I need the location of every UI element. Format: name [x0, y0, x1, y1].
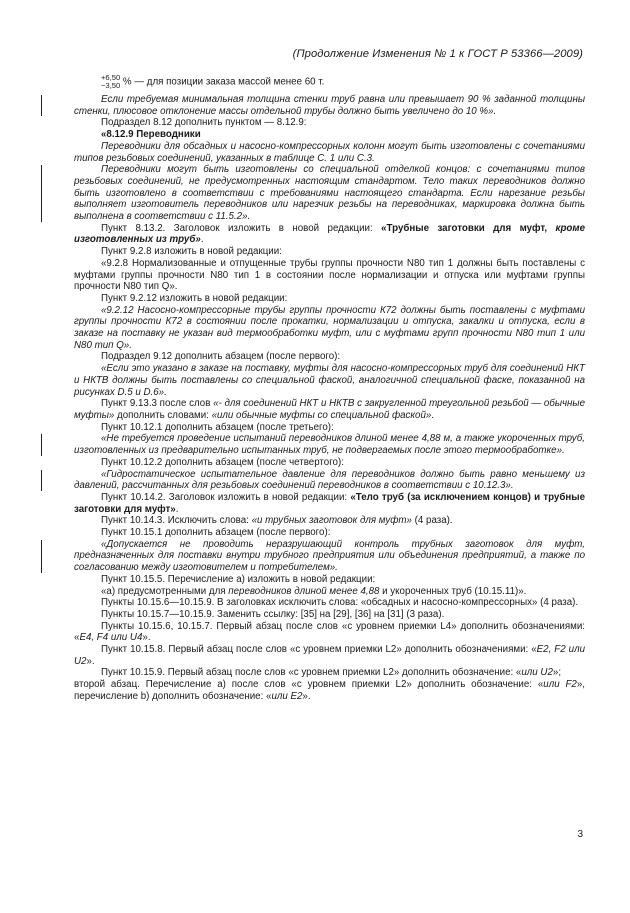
paragraph: «Допускается не проводить неразрушающий контроль трубных заготовок для муфт, предназначенных для поставки внутри трубного предприятия или объединения предприятий, а также по согласованию между изготовителем и потребителем».: [74, 538, 585, 574]
text: Пункты 10.15.6, 10.15.7. Первый абзац после слов «с уровнем приемки L4» дополнить обозначениями: «: [74, 620, 585, 644]
text: ».: [142, 632, 151, 644]
text: », перечисление b) дополнить обозначение: «: [74, 679, 585, 702]
paragraph: Пункт 9.2.8 изложить в новой редакции:: [101, 246, 282, 258]
tolerance-line: [74, 74, 585, 90]
paragraph: [74, 492, 585, 515]
paragraph: [74, 644, 585, 667]
paragraph: Если требуемая минимальная толщина стенки труб равна или превышает 90 % заданной толщины стенки, плюсовое отклонение массы отдельной трубы должно быть увеличено до 10 %».: [74, 94, 585, 117]
paragraph: Подраздел 9.12 дополнить абзацем (после первого):: [101, 351, 341, 363]
text: второй абзац. Перечисление а) после слов «с уровнем приемки L2» дополнить обозначение: «: [74, 679, 544, 691]
paragraph: Переводники для обсадных и насосно-компрессорных колонн могут быть изготовлены с сочетаниями типов резьбовых соединений, указанных в таблице С. 1 или С.3.: [74, 140, 585, 164]
text: и укороченных труб (10.15.11)».: [379, 585, 527, 597]
italic-text: Е2, F2 или U2: [74, 644, 585, 667]
document-body: [74, 74, 585, 703]
paragraph: Пункт 10.15.1 дополнить абзацем (после первого):: [101, 527, 331, 539]
paragraph: [74, 515, 585, 527]
bold-text: «Трубные заготовки для муфт,: [381, 222, 556, 234]
paragraph: Пункты 10.15.7—10.15.9. Заменить ссылку: [35] на [29], [36] на [31] (3 раза).: [101, 608, 445, 620]
paragraph: Пункт 10.15.5. Перечисление а) изложить в новой редакции:: [101, 573, 376, 585]
paragraph: [74, 223, 585, 246]
italic-text: или F2: [543, 679, 577, 691]
text: ».: [86, 655, 95, 667]
bold-text: «Тело труб (за исключением концов) и трубные заготовки для муфт»: [74, 491, 586, 515]
italic-text: или U2: [521, 667, 553, 679]
text: .: [175, 503, 179, 515]
italic-text: переводников длиной менее 4,88: [228, 585, 380, 597]
paragraph: «9.2.8 Нормализованные и отпущенные трубы группы прочности N80 тип 1 должны быть поставлены с муфтами группы прочности N80 тип 1 в состоянии после нормализации и отпуска или муфтами группы прочности N80 тип Q».: [74, 257, 585, 293]
text: .: [431, 409, 435, 421]
paragraph: Подраздел 8.12 дополнить пунктом — 8.12.9:: [101, 117, 307, 129]
paragraph: «Не требуется проведение испытаний переводников длиной менее 4,88 м, а также укороченных труб, изготовленных из предварительно испытанных труб, не подвергаемых после этого термообработке».: [74, 433, 585, 457]
paragraph: Пункты 10.15.6—10.15.9. В заголовках исключить слова: «обсадных и насосно-компрессорных» (4 раза).: [101, 597, 579, 609]
tolerance-plus: +6,50: [101, 73, 121, 82]
running-header: (Продолжение Изменения № 1 к ГОСТ Р 53366—2009): [292, 48, 583, 60]
text: ».: [302, 690, 311, 702]
paragraph: [74, 667, 585, 679]
text: Пункт 9.13.3 после слов: [101, 398, 214, 410]
text: «а) предусмотренными для: [101, 585, 229, 597]
paragraph: «Гидростатическое испытательное давление для переводников должно быть равно меньшему из давлений, рассчитанных для резьбовых соединений переводников в соответствии с 10.12.3».: [74, 468, 585, 492]
tolerance-values: [101, 74, 120, 90]
tolerance-text: % — для позиции заказа массой менее 60 т.: [120, 76, 325, 88]
text: дополнить словами:: [114, 409, 212, 421]
tolerance-minus: −3,50: [101, 81, 121, 90]
page-number: 3: [577, 829, 583, 840]
paragraph: «9.2.12 Насосно-компрессорные трубы группы прочности К72 должны быть поставлены с муфтами группы прочности К72 в состоянии после прокатки, нормализации и отпуска, закалки и отпуска, если в заказе на поставку не указан вид термообработки муфт, или с муфтами групп прочности N80 тип 1 или N80 тип Q».: [74, 304, 585, 351]
text: Пункт 10.15.8. Первый абзац после слов «с уровнем приемки L2» дополнить обозначениями: «: [101, 644, 537, 656]
paragraph: Пункт 9.2.12 изложить в новой редакции:: [101, 292, 288, 304]
paragraph: [74, 679, 585, 702]
paragraph: Переводники могут быть изготовлены со специальной отделкой концов: с сочетаниями типов резьбовых соединений, не предусмотренных настоящим стандартом. Тело таких переводников должно быть изготовлено в соответствии с требованиями настоящего стандарта. Если нарезание резьбы выполняет изготовитель переводников или нарезчик резьбы на переводниках, маркировка должна быть выполнена в соответствии с 11.5.2».: [74, 164, 585, 223]
paragraph: [74, 398, 585, 421]
text: .: [200, 234, 204, 246]
italic-text: «- для соединений НКТ и НКТВ с закругленной треугольной резьбой — обычные муфты»: [74, 398, 586, 421]
text: Пункт 10.14.3. Исключить слова:: [101, 515, 252, 527]
paragraph: [74, 586, 585, 598]
bold-italic-text: кроме изготовленных из труб»: [74, 222, 585, 246]
text: Пункт 8.13.2. Заголовок изложить в новой редакции:: [101, 222, 382, 234]
paragraph: Пункт 10.12.2 дополнить абзацем (после четвертого):: [101, 456, 344, 468]
paragraph: [74, 621, 585, 644]
text: Пункт 10.15.9. Первый абзац после слов «с уровнем приемки L2» дополнить обозначение: «: [101, 667, 522, 679]
text: Пункт 10.14.2. Заголовок изложить в новой редакции:: [101, 491, 351, 503]
italic-text: «или обычные муфты со специальной фаской»: [211, 409, 432, 421]
italic-text: или Е2: [271, 690, 303, 702]
paragraph: Пункт 10.12.1 дополнить абзацем (после третьего):: [101, 421, 334, 433]
italic-text: Е4, F4 или U4: [79, 632, 143, 644]
paragraph: «Если это указано в заказе на поставку, муфты для насосно-компрессорных труб для соединений НКТ и НКТВ должны быть поставлены со специальной фаской, аналогичной специальной фаске, показанной на рисунках D.5 и D.6».: [74, 363, 585, 398]
italic-text: «и трубных заготовок для муфт»: [251, 515, 412, 527]
text: »;: [552, 667, 562, 679]
text: (4 раза).: [411, 515, 453, 527]
section-heading: «8.12.9 Переводники: [101, 129, 201, 141]
